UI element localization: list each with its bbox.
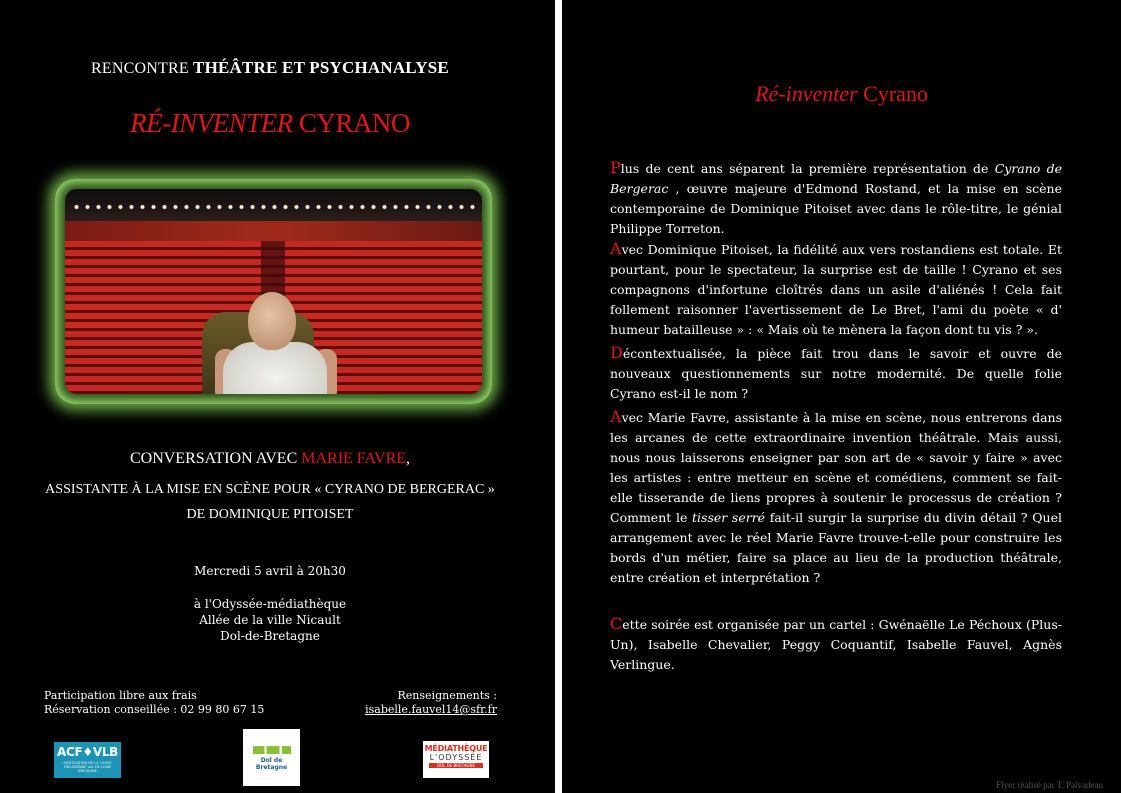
- venue-line: Allée de la ville Nicault: [199, 613, 341, 627]
- article-paragraph: Décontextualisée, la pièce fait trou dans le savoir et ouvre de nouveaux questionnements sur notre modernité. De quelle folie Cyrano est-il le nom ?: [610, 343, 1062, 401]
- article-paragraph: Avec Marie Favre, assistante à la mise en scène, nous entrerons dans les arcanes de cette extraordinaire invention théâtrale. Mais aussi, nous nous laisserons enseigner par son art de « savoir y faire » avec les artistes : entre metteur en scène et comédiens, comment se fait-elle tisserande de liens propres à soutenir le processus de création ? Comment le tisser serré fait-il surgir la surprise du divin détail ? Quel arrangement avec le réel Marie Favre trouve-t-elle pour construire les bords d'un métier, faire sa place au lieu de la production théâtrale, entre création et interprétation ?: [610, 407, 1062, 585]
- dol-de-bretagne-logo: Dol de Bretagne: [243, 729, 300, 786]
- speaker-role: ASSISTANTE À LA MISE EN SCÈNE POUR « CYRANO DE BERGERAC »: [45, 482, 495, 497]
- acf-vlb-logo: ACF♦VLB ASSOCIATION DE LA CAUSE FREUDIENNE VAL DE LOIRE BRETAGNE: [54, 742, 121, 778]
- article-title-italic: Ré-inventer: [755, 81, 858, 106]
- mediatheque-odyssee-logo: MÉDIATHÈQUE L'ODYSSÉE DOL DE BRETAGNE: [423, 741, 489, 778]
- flyer-back-page: [562, 0, 1121, 793]
- contact-email-link[interactable]: isabelle.fauvel14@sfr.fr: [365, 703, 497, 716]
- article-paragraph: Avec Dominique Pitoiset, la fidélité aux vers rostandiens est totale. Et pourtant, pour le spectateur, la surprise est de taille ! Cyrano et ses compagnons d'infortune cloîtrés dans un asile d'aliénés ! Cela fait follement raisonner l'avertissement de Le Bret, l'ami du poète « d' humeur batailleuse » : « Mais où te mènera la façon dont tu vis ? ».: [610, 239, 1062, 337]
- title-italic: RÉ-INVENTER: [130, 108, 293, 138]
- event-title: [0, 108, 540, 139]
- article-title: [562, 81, 1121, 107]
- venue-line: Dol-de-Bretagne: [220, 629, 320, 643]
- speaker-name: MARIE FAVRE: [301, 450, 407, 467]
- contact-info: [365, 689, 497, 717]
- director-name: DE DOMINIQUE PITOISET: [186, 507, 354, 522]
- contact-label: Renseignements :: [397, 689, 497, 702]
- conversation-suffix: ,: [406, 450, 411, 467]
- article-paragraph: Cette soirée est organisée par un cartel : Gwénaëlle Le Péchoux (Plus-Un), Isabelle Chevalier, Peggy Coquantif, Isabelle Fauvel, Agnès Verlingue.: [610, 614, 1062, 672]
- participation-info: [44, 689, 264, 717]
- flyer-credit: Flyer réalisé par T. Palvadeau: [996, 780, 1103, 790]
- event-date: Mercredi 5 avril à 20h30: [194, 564, 346, 578]
- kicker-prefix: RENCONTRE: [91, 60, 189, 77]
- reservation-text: Réservation conseillée : 02 99 80 67 15: [44, 703, 265, 716]
- kicker-topic: THÉÂTRE ET PSYCHANALYSE: [193, 58, 449, 77]
- theater-photo: [55, 179, 492, 404]
- participation-text: Participation libre aux frais: [44, 689, 197, 702]
- event-kicker: [0, 58, 540, 78]
- event-venue: [0, 596, 540, 644]
- conversation-heading: [0, 450, 540, 468]
- article-title-rest: Cyrano: [863, 81, 928, 106]
- title-rest: CYRANO: [298, 108, 410, 138]
- article-paragraph: Plus de cent ans séparent la première représentation de Cyrano de Bergerac , œuvre majeure d'Edmond Rostand, et la mise en scène contemporaine de Dominique Pitoiset avec dans le rôle-titre, le génial Philippe Torreton.: [610, 158, 1062, 236]
- article-body: [610, 158, 1062, 675]
- venue-line: à l'Odyssée-médiathèque: [193, 597, 347, 611]
- flyer-front-page: [0, 0, 555, 793]
- conversation-prefix: CONVERSATION AVEC: [129, 450, 298, 467]
